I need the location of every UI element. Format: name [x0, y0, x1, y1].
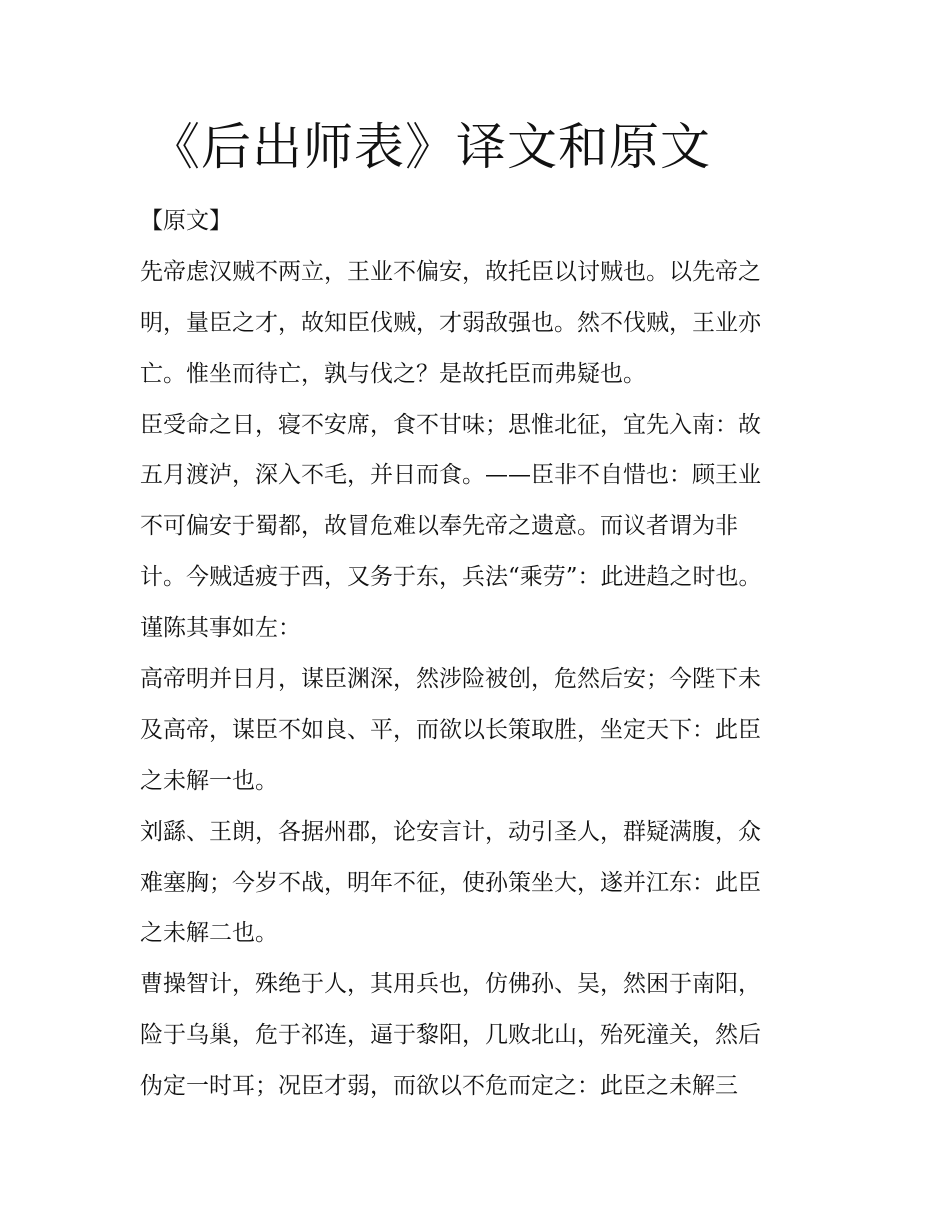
- text-line: 伪定一时耳；况臣才弱，而欲以不危而定之：此臣之未解三: [140, 1073, 738, 1100]
- text-line: 五月渡泸，深入不毛，并日而食。——臣非不自惜也：顾王业: [140, 462, 761, 489]
- section-heading-original: 【原文】: [140, 208, 232, 234]
- text-line: 曹操智计，殊绝于人，其用兵也，仿佛孙、吴，然困于南阳，: [140, 971, 761, 998]
- text-line: 难塞胸；今岁不战，明年不征，使孙策坐大，遂并江东：此臣: [140, 869, 761, 896]
- text-line: 明，量臣之才，故知臣伐贼，才弱敌强也。然不伐贼，王业亦: [140, 309, 761, 336]
- text-line: 之未解一也。: [140, 767, 278, 794]
- text-line: 刘繇、王朗，各据州郡，论安言计，动引圣人，群疑满腹，众: [140, 818, 761, 845]
- text-line: 及高帝，谋臣不如良、平，而欲以长策取胜，坐定天下：此臣: [140, 716, 761, 743]
- text-line: 亡。惟坐而待亡，孰与伐之？是故托臣而弗疑也。: [140, 360, 646, 387]
- document-title: 《后出师表》译文和原文: [150, 118, 711, 176]
- text-line: 不可偏安于蜀都，故冒危难以奉先帝之遗意。而议者谓为非: [140, 513, 738, 540]
- text-line: 谨陈其事如左：: [140, 615, 301, 642]
- document-body: [140, 196, 820, 1112]
- text-line: 臣受命之日，寝不安席，食不甘味；思惟北征，宜先入南：故: [140, 411, 761, 438]
- text-line: 险于乌巢，危于祁连，逼于黎阳，几败北山，殆死潼关，然后: [140, 1022, 761, 1049]
- text-line: 之未解二也。: [140, 920, 278, 947]
- text-line: 计。今贼适疲于西，又务于东，兵法“乘劳”：此进趋之时也。: [140, 564, 762, 591]
- text-line: 先帝虑汉贼不两立，王业不偏安，故托臣以讨贼也。以先帝之: [140, 258, 761, 285]
- text-line: 高帝明并日月，谋臣渊深，然涉险被创，危然后安；今陛下未: [140, 666, 761, 693]
